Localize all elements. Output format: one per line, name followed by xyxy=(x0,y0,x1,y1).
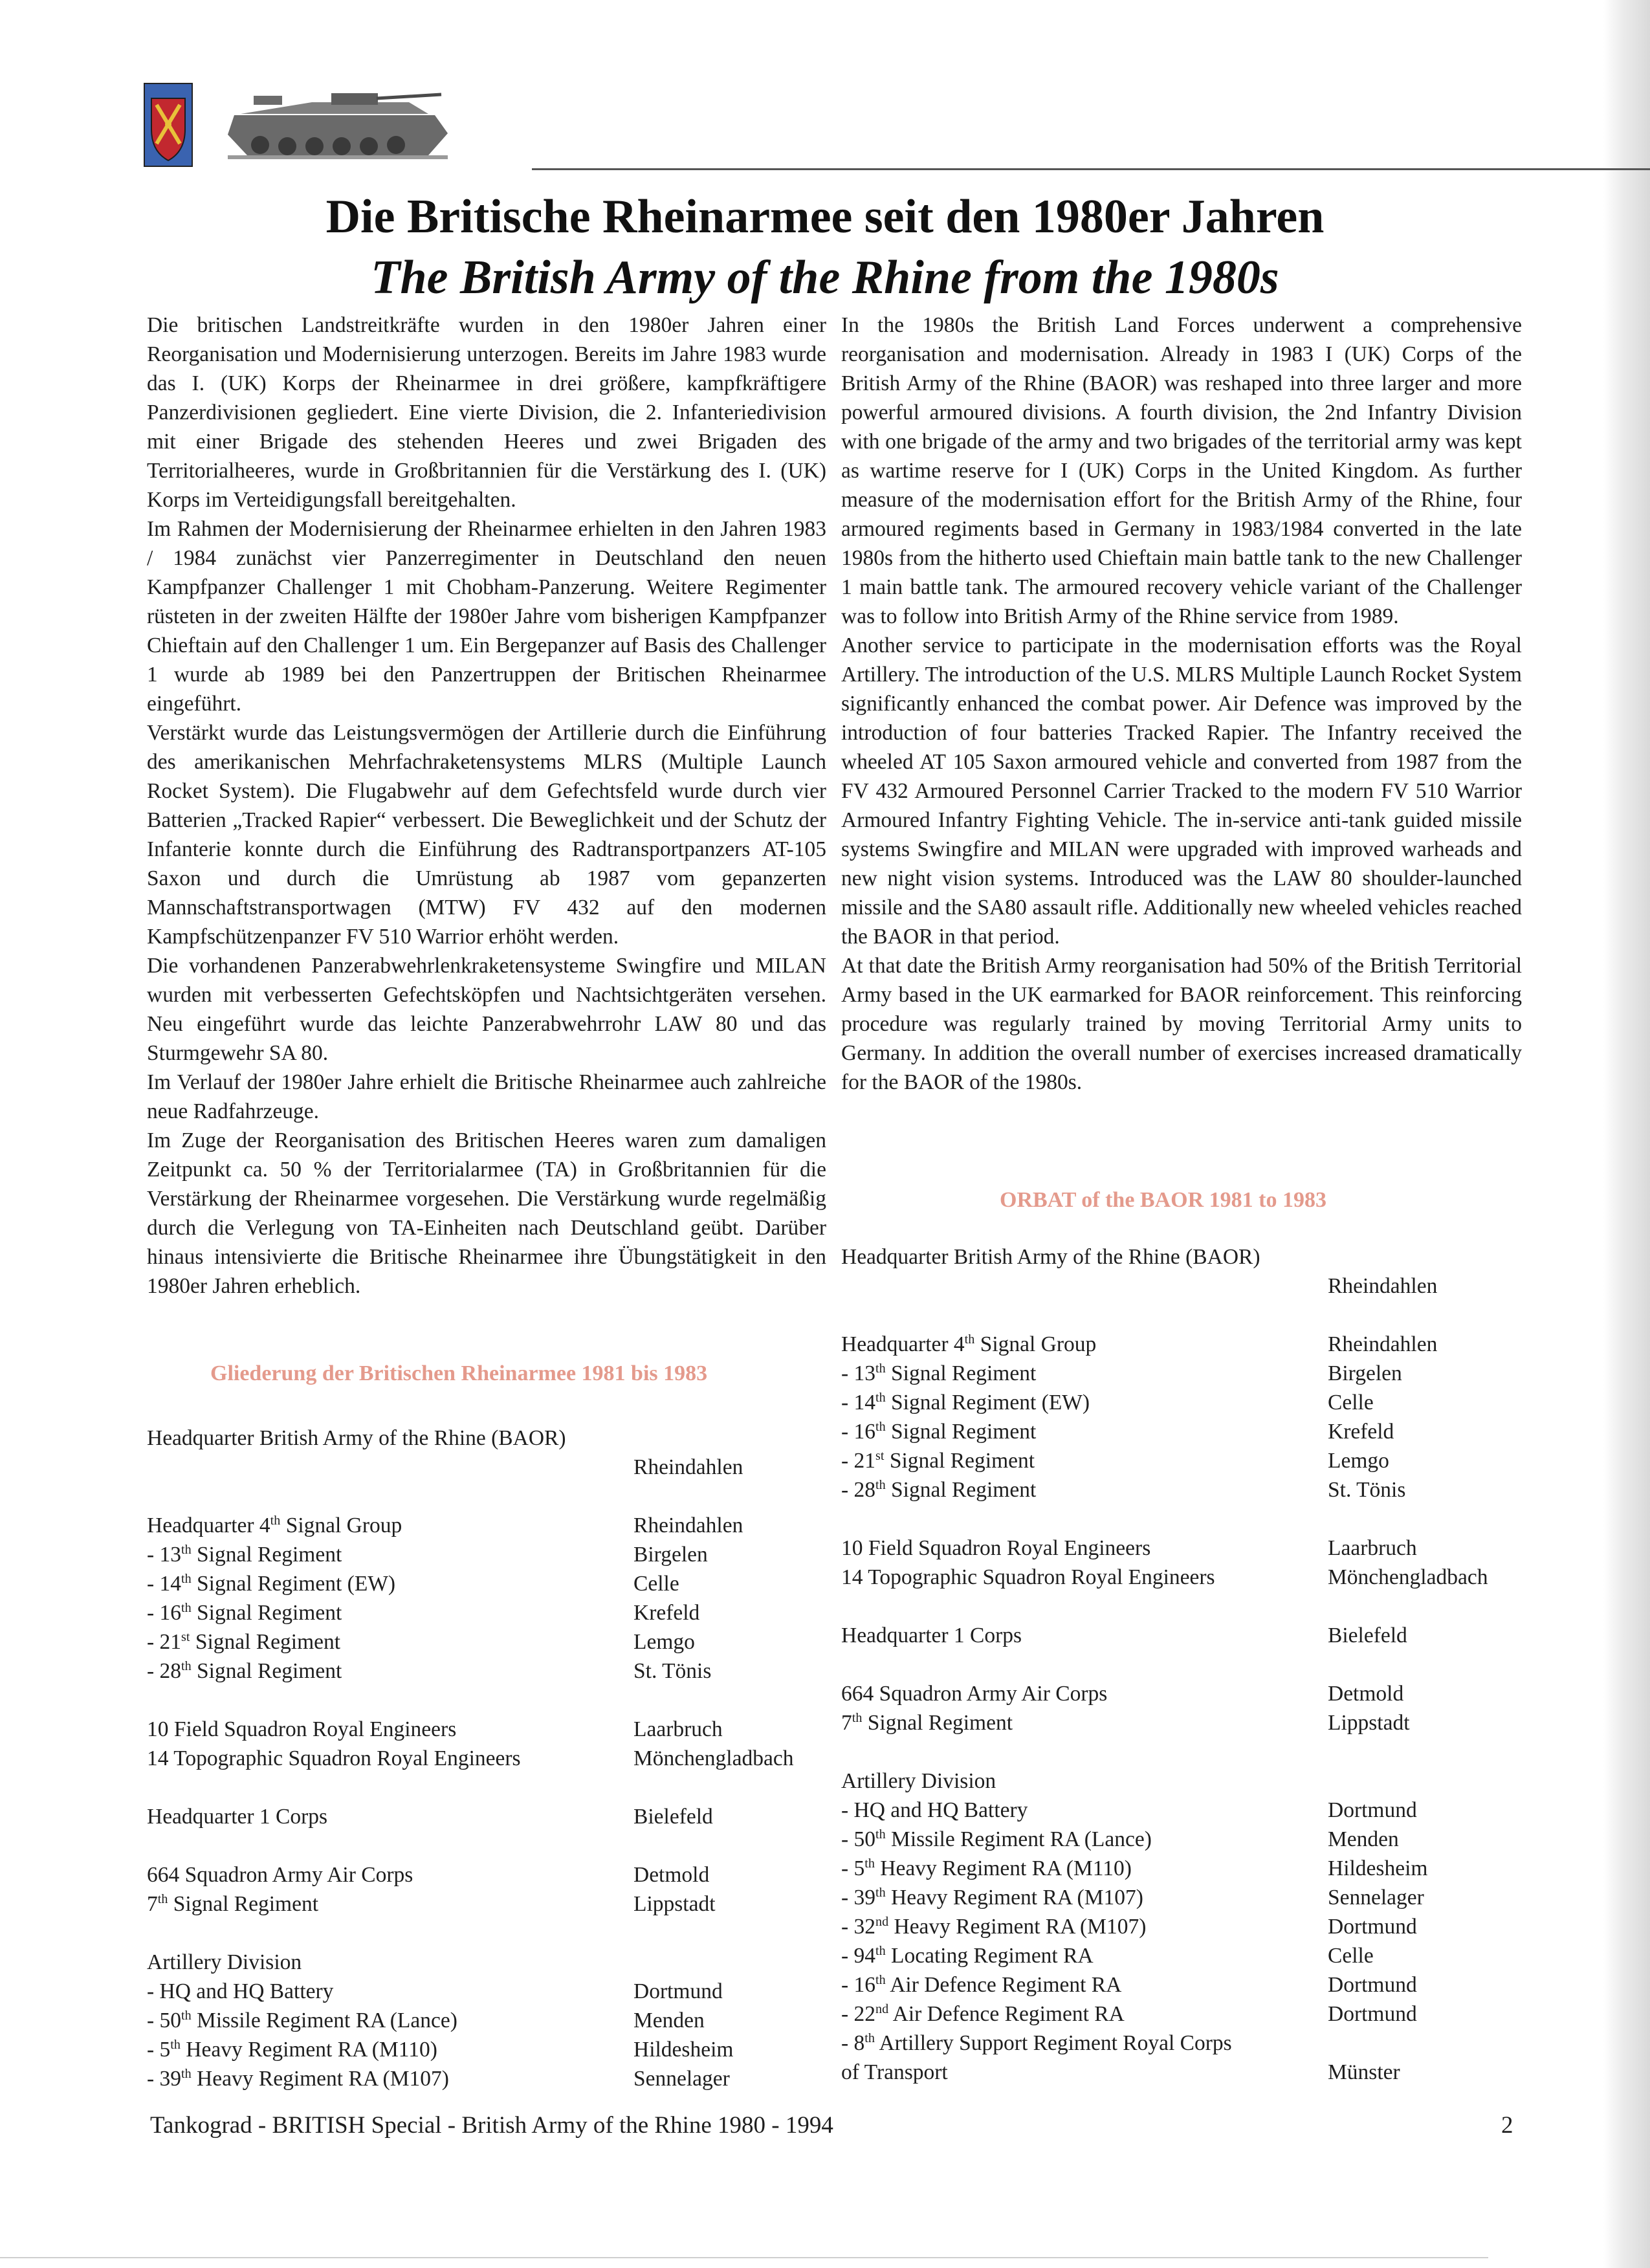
orbat-location: St. Tönis xyxy=(633,1659,712,1683)
orbat-spacer xyxy=(841,1504,1527,1534)
orbat-unit: - 5th Heavy Regiment RA (M110) xyxy=(841,1856,1132,1880)
orbat-unit: - 13th Signal Regiment xyxy=(147,1542,342,1567)
orbat-location: Krefeld xyxy=(633,1601,700,1625)
english-text-column xyxy=(841,311,1522,1097)
english-paragraph: Another service to participate in the modernisation efforts was the Royal Artillery. The introduction of the U.S. MLRS Multiple Launch Rocket System significantly enhanced the combat power. Air Defence was improved by the introduction of four batteries Tracked Rapier. The Infantry received the wheeled AT 105 Saxon armoured vehicle and converted from 1987 from the FV 432 Armoured Personnel Carrier Tracked to the modern FV 510 Warrior Armoured Infantry Fighting Vehicle. The in-service anti-tank guided missile systems Swingfire and MILAN were upgraded with improved warheads and new night vision systems. Introduced was the LAW 80 shoulder-launched missile and the SA80 assault rifle. Additionally new wheeled vehicles reached the BAOR in that period. xyxy=(841,633,1522,949)
orbat-unit: Headquarter 4th Signal Group xyxy=(841,1332,1097,1356)
tank-icon xyxy=(215,88,519,166)
orbat-unit: 14 Topographic Squadron Royal Engineers xyxy=(147,1746,521,1770)
orbat-location: Krefeld xyxy=(1328,1420,1394,1444)
orbat-row xyxy=(147,2064,826,2093)
orbat-unit: - 39th Heavy Regiment RA (M107) xyxy=(841,1885,1143,1910)
bottom-rule xyxy=(0,2257,1488,2258)
orbat-unit: - 13th Signal Regiment xyxy=(841,1361,1037,1385)
orbat-location: Dortmund xyxy=(1328,1915,1417,1939)
orbat-spacer xyxy=(147,1919,826,1948)
orbat-row xyxy=(841,1679,1527,1708)
ordinal-suffix: th xyxy=(852,1710,863,1725)
orbat-row xyxy=(841,1359,1527,1388)
orbat-row xyxy=(841,1854,1527,1883)
orbat-unit: 664 Squadron Army Air Corps xyxy=(841,1682,1108,1706)
orbat-row xyxy=(841,1388,1527,1417)
ordinal-suffix: st xyxy=(875,1448,885,1463)
orbat-spacer xyxy=(147,1773,826,1802)
orbat-unit: - 14th Signal Regiment (EW) xyxy=(147,1571,396,1596)
ordinal-suffix: nd xyxy=(875,2001,889,2016)
orbat-row xyxy=(147,1744,826,1773)
orbat-unit: of Transport xyxy=(841,2060,948,2084)
orbat-unit: - 28th Signal Regiment xyxy=(147,1658,342,1683)
orbat-location: Münster xyxy=(1328,2060,1400,2084)
orbat-location: Dortmund xyxy=(633,1979,723,2003)
orbat-unit: - 16th Signal Regiment xyxy=(147,1600,342,1625)
orbat-location: Laarbruch xyxy=(633,1717,723,1741)
ordinal-suffix: th xyxy=(864,1856,875,1871)
orbat-row xyxy=(841,1708,1527,1737)
orbat-row xyxy=(841,1883,1527,1912)
orbat-row xyxy=(841,1534,1527,1563)
orbat-unit: Headquarter 1 Corps xyxy=(147,1805,328,1829)
orbat-row xyxy=(841,1330,1527,1359)
orbat-unit: - 50th Missile Regiment RA (Lance) xyxy=(147,2008,457,2032)
baor-crest-icon xyxy=(144,83,193,167)
orbat-en-heading: ORBAT of the BAOR 1981 to 1983 xyxy=(1000,1188,1326,1212)
orbat-location: Menden xyxy=(633,2009,705,2032)
german-paragraph: Im Zuge der Reorganisation des Britischen Heeres waren zum damaligen Zeitpunkt ca. 50 % der Territorialarmee (TA) in Großbritannien für die Verstärkung der Rheinarmee vorgesehen. Die Verstärkung wurde regelmäßig durch die Verlegung von TA-Einheiten nach Deutschland geübt. Darüber hinaus intensivierte die Britische Rheinarmee ihre Übungstätigkeit in den 1980er Jahren erheblich. xyxy=(147,1128,826,1298)
orbat-row xyxy=(841,1563,1527,1592)
orbat-row xyxy=(147,1424,826,1453)
orbat-row xyxy=(841,2058,1527,2087)
orbat-unit: 664 Squadron Army Air Corps xyxy=(147,1863,413,1887)
english-paragraph: At that date the British Army reorganisation had 50% of the British Territorial Army based in the UK earmarked for BAOR reinforcement. This reinforcing procedure was regularly trained by moving Territorial Army units to Germany. In addition the overall number of exercises increased dramatically for the BAOR of the 1980s. xyxy=(841,954,1522,1094)
english-paragraph: In the 1980s the British Land Forces underwent a comprehensive reorganisation and modernisation. Already in 1983 I (UK) Corps of the British Army of the Rhine (BAOR) was reshaped into three larger and more powerful armoured divisions. A fourth division, the 2nd Infantry Division with one brigade of the army and two brigades of the territorial army was kept as wartime reserve for I (UK) Corps in the United Kingdom. As further measure of the modernisation effort for the British Army of the Rhine, four armoured regiments based in Germany in 1983/1984 converted in the late 1980s from the hitherto used Chieftain main battle tank to the new Challenger 1 main battle tank. The armoured recovery vehicle variant of the Challenger was to follow into British Army of the Rhine service from 1989. xyxy=(841,313,1522,628)
ordinal-suffix: st xyxy=(181,1629,190,1644)
orbat-en-list xyxy=(841,1242,1527,2087)
german-paragraph: Die britischen Landstreitkräfte wurden in den 1980er Jahren einer Reorganisation und Modernisierung unterzogen. Bereits im Jahre 1983 wurde das I. (UK) Korps der Rheinarmee in drei größere, kampfkräftigere Panzerdivisionen gegliedert. Eine vierte Division, die 2. Infanteriedivision mit einer Brigade des stehenden Heeres und zwei Brigaden des Territorialheeres, wurde in Großbritannien für die Verstärkung des I. (UK) Korps im Verteidigungsfall bereitgehalten. xyxy=(147,313,826,512)
orbat-location: Menden xyxy=(1328,1827,1399,1851)
orbat-location: Rheindahlen xyxy=(633,1514,743,1537)
orbat-location: Lemgo xyxy=(1328,1449,1389,1473)
orbat-row xyxy=(841,1941,1527,1970)
orbat-row xyxy=(147,1802,826,1831)
orbat-location: Dortmund xyxy=(1328,2002,1417,2026)
orbat-location: Celle xyxy=(1328,1391,1374,1415)
orbat-row xyxy=(147,1598,826,1627)
orbat-location: Rheindahlen xyxy=(1328,1332,1438,1356)
orbat-location: Sennelager xyxy=(633,2067,730,2091)
orbat-location: Rheindahlen xyxy=(633,1455,743,1479)
orbat-spacer xyxy=(147,1831,826,1860)
german-paragraph: Im Rahmen der Modernisierung der Rheinarmee erhielten in den Jahren 1983 / 1984 zunächst vier Panzerregimenter in Deutschland den neuen Kampfpanzer Challenger 1 mit Chobham-Panzerung. Weitere Regimenter rüsteten in der zweiten Hälfte der 1980er Jahre vom bisherigen Kampfpanzer Chieftain auf den Challenger 1 um. Ein Bergepanzer auf Basis des Challenger 1 wurde ab 1989 bei den Panzertruppen der Britischen Rheinarmee eingeführt. xyxy=(147,517,826,716)
orbat-unit: 7th Signal Regiment xyxy=(147,1891,319,1916)
ordinal-suffix: th xyxy=(170,2037,181,2052)
orbat-row xyxy=(147,2006,826,2035)
orbat-location: Hildesheim xyxy=(633,2038,734,2062)
orbat-spacer xyxy=(841,1737,1527,1767)
orbat-unit: Headquarter 4th Signal Group xyxy=(147,1513,402,1537)
orbat-location: Sennelager xyxy=(1328,1886,1424,1910)
orbat-location: Mönchengladbach xyxy=(633,1746,794,1770)
orbat-row xyxy=(147,1453,826,1482)
ordinal-suffix: th xyxy=(181,1658,192,1673)
orbat-row xyxy=(147,1860,826,1889)
orbat-unit: - 21st Signal Regiment xyxy=(841,1448,1035,1473)
ordinal-suffix: th xyxy=(270,1513,281,1528)
orbat-location: Birgelen xyxy=(633,1543,708,1567)
footer-publication: Tankograd - BRITISH Special - British Army of the Rhine 1980 - 1994 xyxy=(150,2112,833,2139)
orbat-unit: - 22nd Air Defence Regiment RA xyxy=(841,2001,1125,2026)
header-rule xyxy=(532,168,1650,170)
ordinal-suffix: th xyxy=(875,1361,886,1376)
orbat-row xyxy=(147,1569,826,1598)
orbat-location: Lemgo xyxy=(633,1630,695,1654)
orbat-row xyxy=(841,1446,1527,1475)
ordinal-suffix: th xyxy=(181,1542,192,1557)
orbat-location: Lippstadt xyxy=(633,1892,716,1916)
page-title-english: The British Army of the Rhine from the 1980s xyxy=(371,251,1279,304)
orbat-unit: - 5th Heavy Regiment RA (M110) xyxy=(147,2037,437,2062)
orbat-row xyxy=(147,1715,826,1744)
ordinal-suffix: th xyxy=(875,1419,886,1434)
page-number: 2 xyxy=(1501,2112,1513,2139)
orbat-location: Lippstadt xyxy=(1328,1711,1410,1735)
orbat-unit: - 14th Signal Regiment (EW) xyxy=(841,1390,1090,1415)
orbat-row xyxy=(841,2029,1527,2058)
orbat-unit: - 16th Air Defence Regiment RA xyxy=(841,1972,1122,1997)
ordinal-suffix: th xyxy=(181,1600,192,1615)
orbat-location: Mönchengladbach xyxy=(1328,1565,1488,1589)
orbat-row xyxy=(147,1657,826,1686)
orbat-location: Dortmund xyxy=(1328,1973,1417,1997)
orbat-row xyxy=(841,1796,1527,1825)
orbat-unit: - 32nd Heavy Regiment RA (M107) xyxy=(841,1914,1147,1939)
orbat-row xyxy=(147,2035,826,2064)
orbat-row xyxy=(841,1767,1527,1796)
orbat-location: Detmold xyxy=(1328,1682,1404,1706)
orbat-spacer xyxy=(841,1650,1527,1679)
german-paragraph: Verstärkt wurde das Leistungsvermögen der Artillerie durch die Einführung des amerikanischen Mehrfachraketensystems MLRS (Multiple Launch Rocket System). Die Flugabwehr auf dem Gefechtsfeld wurde durch vier Batterien „Tracked Rapier“ verbessert. Die Beweglichkeit und der Schutz der Infanterie konnte durch die Einführung des Radtransportpanzers AT-105 Saxon und durch die Umrüstung ab 1987 vom gepanzerten Mannschaftstransportwagen (MTW) FV 432 auf den modernen Kampfschützenpanzer FV 510 Warrior erhöht werden. xyxy=(147,721,826,949)
ordinal-suffix: th xyxy=(181,1571,192,1586)
ordinal-suffix: th xyxy=(864,2031,875,2045)
orbat-location: Celle xyxy=(633,1572,679,1596)
orbat-row xyxy=(147,1977,826,2006)
orbat-unit: 14 Topographic Squadron Royal Engineers xyxy=(841,1565,1215,1589)
orbat-unit: 7th Signal Regiment xyxy=(841,1710,1013,1735)
ordinal-suffix: th xyxy=(875,1477,886,1492)
orbat-location: Bielefeld xyxy=(633,1805,713,1829)
ordinal-suffix: th xyxy=(157,1891,168,1906)
orbat-row xyxy=(841,1621,1527,1650)
page-edge xyxy=(1603,0,1650,2268)
orbat-unit: - 50th Missile Regiment RA (Lance) xyxy=(841,1827,1152,1851)
orbat-row xyxy=(841,1272,1527,1301)
orbat-unit: Headquarter 1 Corps xyxy=(841,1624,1022,1647)
orbat-row xyxy=(147,1511,826,1540)
orbat-location: Birgelen xyxy=(1328,1361,1402,1385)
orbat-unit: - 39th Heavy Regiment RA (M107) xyxy=(147,2066,449,2091)
ordinal-suffix: th xyxy=(875,1943,886,1958)
orbat-row xyxy=(841,1242,1527,1272)
ordinal-suffix: th xyxy=(875,1972,886,1987)
orbat-location: Rheindahlen xyxy=(1328,1274,1438,1298)
ordinal-suffix: th xyxy=(964,1332,975,1347)
orbat-unit: - HQ and HQ Battery xyxy=(841,1798,1028,1822)
orbat-unit: - HQ and HQ Battery xyxy=(147,1979,334,2003)
german-paragraph: Im Verlauf der 1980er Jahre erhielt die Britische Rheinarmee auch zahlreiche neue Radfahrzeuge. xyxy=(147,1070,826,1123)
orbat-unit: 10 Field Squadron Royal Engineers xyxy=(147,1717,457,1741)
orbat-row xyxy=(841,1999,1527,2029)
ordinal-suffix: th xyxy=(875,1885,886,1900)
orbat-location: Laarbruch xyxy=(1328,1536,1417,1560)
orbat-unit: 10 Field Squadron Royal Engineers xyxy=(841,1536,1151,1560)
orbat-location: Hildesheim xyxy=(1328,1856,1428,1880)
orbat-row xyxy=(841,1475,1527,1504)
orbat-spacer xyxy=(147,1686,826,1715)
orbat-location: Dortmund xyxy=(1328,1798,1417,1822)
german-paragraph: Die vorhandenen Panzerabwehrlenkraketensysteme Swingfire und MILAN wurden mit verbesserten Gefechtsköpfen und Nachtsichtgeräten versehen. Neu eingeführt wurde das leichte Panzerabwehrrohr LAW 80 und das Sturmgewehr SA 80. xyxy=(147,954,826,1065)
orbat-unit: Artillery Division xyxy=(147,1950,302,1974)
orbat-row xyxy=(147,1948,826,1977)
header-strip xyxy=(144,83,1528,173)
ordinal-suffix: th xyxy=(875,1827,886,1842)
ordinal-suffix: nd xyxy=(875,1914,889,1929)
orbat-row xyxy=(841,1912,1527,1941)
ordinal-suffix: th xyxy=(875,1390,886,1405)
orbat-row xyxy=(841,1417,1527,1446)
orbat-unit: - 21st Signal Regiment xyxy=(147,1629,341,1654)
german-text-column xyxy=(147,311,826,1301)
orbat-row xyxy=(147,1627,826,1657)
orbat-location: Bielefeld xyxy=(1328,1624,1407,1647)
orbat-unit: Headquarter British Army of the Rhine (BAOR) xyxy=(147,1426,566,1450)
orbat-de-list xyxy=(147,1424,826,2093)
orbat-location: St. Tönis xyxy=(1328,1478,1406,1502)
orbat-location: Celle xyxy=(1328,1944,1374,1968)
orbat-unit: Headquarter British Army of the Rhine (BAOR) xyxy=(841,1245,1260,1269)
orbat-row xyxy=(841,1825,1527,1854)
ordinal-suffix: th xyxy=(181,2008,192,2023)
orbat-row xyxy=(147,1889,826,1919)
orbat-unit: - 16th Signal Regiment xyxy=(841,1419,1037,1444)
orbat-location: Detmold xyxy=(633,1863,710,1887)
orbat-unit: - 94th Locating Regiment RA xyxy=(841,1943,1094,1968)
orbat-spacer xyxy=(147,1482,826,1511)
ordinal-suffix: th xyxy=(181,2066,192,2081)
orbat-unit: Artillery Division xyxy=(841,1769,996,1793)
orbat-row xyxy=(147,1540,826,1569)
orbat-de-heading: Gliederung der Britischen Rheinarmee 1981 bis 1983 xyxy=(210,1361,708,1385)
orbat-row xyxy=(841,1970,1527,1999)
orbat-spacer xyxy=(841,1301,1527,1330)
orbat-spacer xyxy=(841,1592,1527,1621)
orbat-unit: - 28th Signal Regiment xyxy=(841,1477,1037,1502)
page-title-german: Die Britische Rheinarmee seit den 1980er Jahren xyxy=(325,190,1325,243)
orbat-unit: - 8th Artillery Support Regiment Royal Corps xyxy=(841,2031,1232,2055)
